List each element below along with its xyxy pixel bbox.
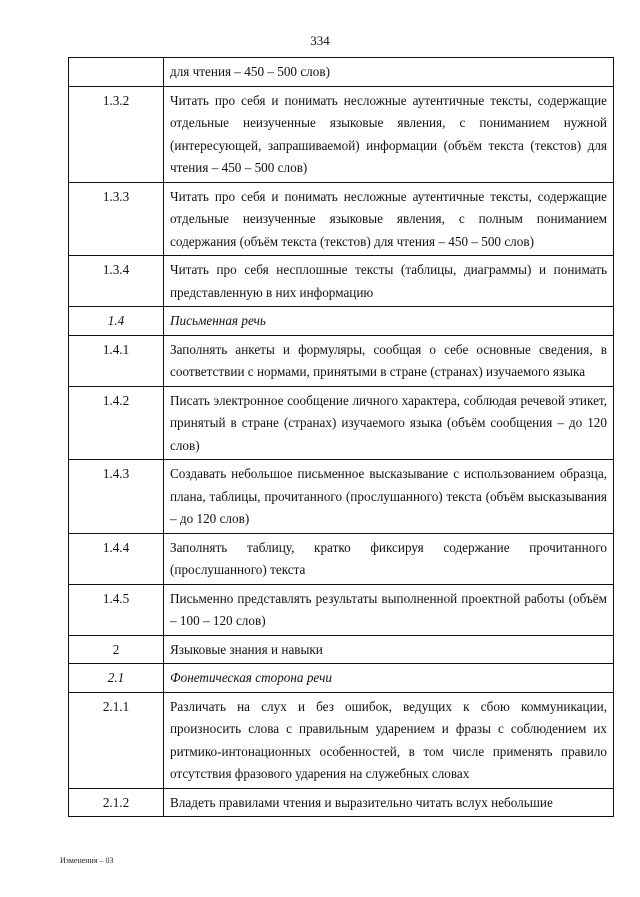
table-row <box>69 256 614 307</box>
row-code: 2.1.2 <box>69 788 164 817</box>
row-code: 1.4.1 <box>69 335 164 386</box>
row-text: Владеть правилами чтения и выразительно читать вслух небольшие <box>164 788 614 817</box>
table-row <box>69 460 614 534</box>
row-text: Различать на слух и без ошибок, ведущих к сбою коммуникации, произносить слова с правильным ударением и фразы с соблюдением их ритмико-интонационных особенностей, в том числе применять правило отсутствия фразового ударения на служебных словах <box>164 692 614 788</box>
row-code: 1.4 <box>69 307 164 336</box>
table-row <box>69 58 614 87</box>
row-text: Письменная речь <box>164 307 614 336</box>
row-text: Писать электронное сообщение личного характера, соблюдая речевой этикет, принятый в стране (странах) изучаемого языка (объём сообщения – до 120 слов) <box>164 386 614 460</box>
row-code: 2.1 <box>69 664 164 693</box>
row-code: 1.4.2 <box>69 386 164 460</box>
section-row <box>69 307 614 336</box>
row-code: 2.1.1 <box>69 692 164 788</box>
row-text: Читать про себя несплошные тексты (таблицы, диаграммы) и понимать представленную в них информацию <box>164 256 614 307</box>
row-code: 1.4.4 <box>69 533 164 584</box>
table-row <box>69 635 614 664</box>
row-text: Письменно представлять результаты выполненной проектной работы (объём – 100 – 120 слов) <box>164 584 614 635</box>
section-row <box>69 664 614 693</box>
row-text: Заполнять анкеты и формуляры, сообщая о себе основные сведения, в соответствии с нормами, принятыми в стране (странах) изучаемого языка <box>164 335 614 386</box>
row-text: Создавать небольшое письменное высказывание с использованием образца, плана, таблицы, прочитанного (прослушанного) текста (объём высказывания – до 120 слов) <box>164 460 614 534</box>
table-row <box>69 584 614 635</box>
row-code: 1.3.2 <box>69 86 164 182</box>
table-row <box>69 335 614 386</box>
row-code: 2 <box>69 635 164 664</box>
row-text: Языковые знания и навыки <box>164 635 614 664</box>
row-text: Читать про себя и понимать несложные аутентичные тексты, содержащие отдельные неизученные языковые явления, с полным пониманием содержания (объём текста (текстов) для чтения – 450 – 500 слов) <box>164 182 614 256</box>
row-text: Фонетическая сторона речи <box>164 664 614 693</box>
row-code: 1.4.5 <box>69 584 164 635</box>
row-text: Читать про себя и понимать несложные аутентичные тексты, содержащие отдельные неизученные языковые явления, с пониманием нужной (интересующей, запрашиваемой) информации (объём текста (текстов) для чтения – 450 – 500 слов) <box>164 86 614 182</box>
row-text: для чтения – 450 – 500 слов) <box>164 58 614 87</box>
table-row <box>69 182 614 256</box>
row-text: Заполнять таблицу, кратко фиксируя содержание прочитанного (прослушанного) текста <box>164 533 614 584</box>
footer-revision: Изменения – 03 <box>60 856 114 865</box>
requirements-table <box>68 57 614 817</box>
row-code: 1.3.3 <box>69 182 164 256</box>
table-row <box>69 386 614 460</box>
table-row <box>69 86 614 182</box>
row-code: 1.3.4 <box>69 256 164 307</box>
table-row <box>69 533 614 584</box>
table-row <box>69 788 614 817</box>
row-code <box>69 58 164 87</box>
page-number: 334 <box>310 33 330 48</box>
table-row <box>69 692 614 788</box>
row-code: 1.4.3 <box>69 460 164 534</box>
